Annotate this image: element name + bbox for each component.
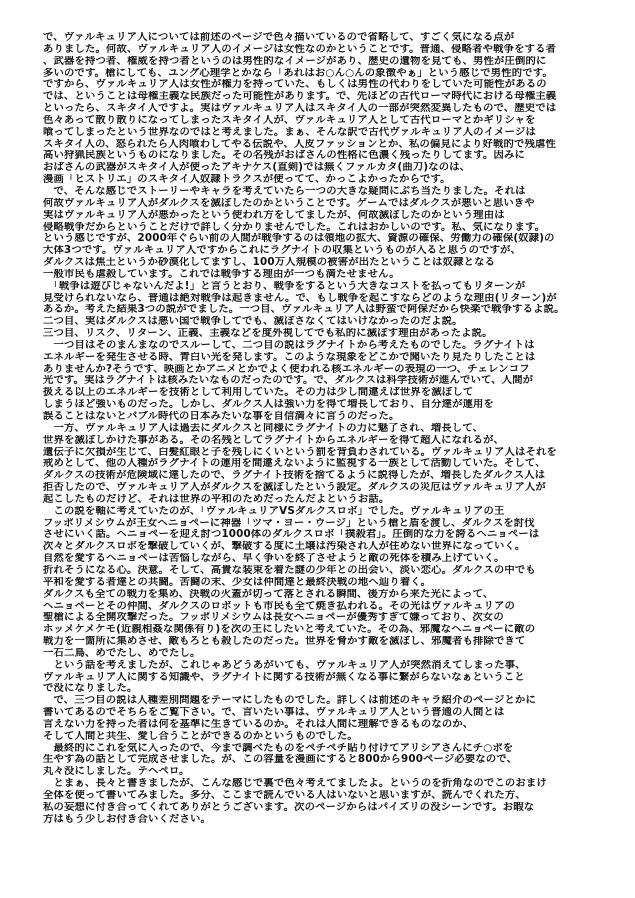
text-line: 光です。実はラグナイトは核みたいなものだったのです。で、ダルクスは科学技術が進んでいて、人間が bbox=[43, 375, 534, 387]
text-line: では、ということは母権主義な民族だった可能性があります。で、先ほどの古代ローマ時代における母権主義 bbox=[43, 91, 557, 103]
text-line: 自然を愛するヘニョペーは苦悩しながら、早く争いを終了させようと敵の死体を積み上げていく。 bbox=[43, 553, 505, 565]
text-line: 戒めとして、他の人種がラグナイトの運用を間違えないように監視する一族として活動していた。そして、 bbox=[43, 458, 546, 470]
text-line: ダルクスは焦土というか砂漠化してますし、100万人規模の被害が出たということは奴隷となる bbox=[43, 257, 496, 269]
text-line: おばさんの武器がスキタイ人が使ったアキナケス(直剣)では無くファルカタ(曲刀)なのは、 bbox=[43, 162, 471, 174]
text-line: ありました。何故、ヴァルキュリア人のイメージは女性なのかということです。普通、侵略者や戦争をする者 bbox=[43, 43, 557, 55]
document-text bbox=[43, 32, 609, 826]
text-line: 拒否したので、ヴァルキュリア人がダルクスを滅ぼしたという設定。ダルクスの災厄はヴァルキュリア人が bbox=[43, 482, 546, 494]
text-line: ヘニョペーとその仲間、ダルクスのロボットも市民も全て焼き払われる。その光はヴァルキュリアの bbox=[43, 600, 515, 612]
text-line: 世界を滅ぼしかけた事がある。その名残としてラグナイトからエネルギーを得て超人になれるが、 bbox=[43, 434, 505, 446]
text-line: という話を考えましたが、これじゃあどうあがいても、ヴァルキュリア人が突然消えてしまった事、 bbox=[43, 659, 526, 671]
text-line: 大体3つです。ヴァルキュリア人ですからこれにラグナイトの収集というものが入ると思うのですが、 bbox=[43, 245, 522, 257]
text-line: 方はもう少しお付き合いください。 bbox=[43, 813, 211, 825]
text-line: 戦力を一箇所に集めさせ、敵もろとも殺したのだった。世界を脅かす敵を滅ぼし、邪魔者も排除できて bbox=[43, 636, 526, 648]
text-line: 聖槍による全開攻撃だった。フッポリメシウムは長女ヘニョペーが優秀すぎて嫌っており、次女の bbox=[43, 612, 504, 624]
text-line: 全体を使って書いてみました。多分、ここまで読んでいる人はいないと思いますが、読んでくれた方、 bbox=[43, 790, 526, 801]
text-line: とまぁ、長々と書きましたが、こんな感じで裏で色々考えてましたよ。というのを折角なのでこのおまけ bbox=[43, 778, 547, 790]
text-line: エネルギーを発生させる時、青白い光を発します。このような現象をどこかで聞いたり見たりしたことは bbox=[43, 351, 536, 363]
text-line: 一石二鳥、めでたし、めでたし。 bbox=[43, 647, 201, 659]
text-line: ヴァルキュリア人に関する知識や、ラグナイトに関する技術が無くなる事に繋がらないなぁということ bbox=[43, 671, 525, 683]
text-line: ダルクスの技術が危険域に達したので、ラグナイト技術を捨てるように説得したが、増長したダルクス人は bbox=[43, 470, 546, 482]
text-line: 書いてあるのでそちらをご覧下さい。で、言いたい事は、ヴァルキュリア人という普通の人間とは bbox=[43, 707, 505, 719]
text-line: 二つ目、実はダルクスは悪い国で戦争してでも、滅ぼさなくてはいけなかったのだよ説。 bbox=[43, 316, 463, 328]
text-line: ホッメケメケモ(近親相姦な関係有り)を次の王にしたいと考えていた。その為、邪魔なヘニョペーに敵の bbox=[43, 624, 536, 636]
text-line: という感じですが、2000年ぐらい前の人間が戦争するのは領地の拡大、資源の確保、労働力の確保(奴隷)の bbox=[43, 233, 555, 245]
text-line: 最終的にこれを気に入ったので、今まで調べたものをペチペチ貼り付けてアリシアさんにチ○ポを bbox=[43, 742, 514, 754]
text-line: 一つ目はそのまんまなのでスルーして、二つ目の説はラグナイトから考えたものでした。ラグナイトは bbox=[43, 339, 535, 351]
text-line: ですから、ヴァルキュリア人は女性が権力を持っていた、もしくは男性の代わりをしていた可能性があるの bbox=[43, 79, 547, 91]
text-line: 扱える以上のエネルギーを技術として利用していた。その力は少し間違えば世界を滅ぼして bbox=[43, 387, 474, 399]
text-line: 漫画「ヒストリエ」のスキタイ人奴隷トラクスが使ってて、かっこよかったからです。 bbox=[43, 174, 451, 186]
text-line: 何故ヴァルキュリア人がダルクスを滅ぼしたのかということです。ゲームではダルクスが悪いと思いきや bbox=[43, 197, 535, 209]
text-line: 三つ目、リスク、リターン、正義、主義などを度外視してでも私的に滅ぼす理由があったよ説。 bbox=[43, 328, 493, 340]
text-line: 一方、ヴァルキュリア人は過去にダルクスと同様にラグナイトの力に魅了され、増長して、 bbox=[43, 422, 484, 434]
text-line: ダルクスも全ての戦力を集め、決戦の火蓋が切って落とされる瞬間、後方から来た光によって、 bbox=[43, 588, 494, 600]
text-line: フッポリメシウムが王女ヘニョペーに神器「ツマ・ヨー・ウージ」という槍と盾を渡し、ダルクスを討伐 bbox=[43, 517, 535, 529]
text-line: 誤ることはないとバブル時代の日本みたいな事を自信満々に言うのだった。 bbox=[43, 411, 400, 422]
text-line: 色々あって散り散りになってしまったスキタイ人が、ヴァルキュリア人として古代ローマとかギリシャを bbox=[43, 114, 536, 126]
text-line: で、三つ目の説は人種差別問題をテーマにしたものでした。詳しくは前述のキャラ紹介のページとかに bbox=[43, 695, 536, 707]
text-line: させにいく話。ヘニョペーを迎え討つ1000体のダルクスロボ「撲殺君」。圧倒的な力を誇るヘニョペーは bbox=[43, 529, 540, 541]
text-line: スキタイ人の、怒られたら人肉喰わしてやる伝説や、人皮ファッションとか、私の偏見により好戦的で残虐性 bbox=[43, 138, 557, 150]
text-line: 喰ってしまったという世界なのではと考えました。まぁ、そんな訳で古代ヴァルキュリア人のイメージは bbox=[43, 126, 536, 138]
text-line: 次々とダルクスロボを撃破していくが、撃破する度に土壌は汚染され人が住めない世界になっていく。 bbox=[43, 541, 526, 553]
text-line: この説を軸に考えていたのが、「ヴァルキュリアVSダルクスロボ」でした。ヴァルキュリアの王 bbox=[43, 505, 505, 517]
text-line: あるか。考えた結果3つの説がでました。一つ目、ヴァルキュリア人は野蛮で阿保だから快楽で戦争するよ説。 bbox=[43, 304, 565, 316]
text-line: 、武器を持つ者、権威を持つ者というのは男性的なイメージがあり、歴史の遺物を見ても、男性が圧倒的に bbox=[43, 55, 547, 67]
text-line: ありませんか?そうです、映画とかアニメとかでよく使われる核エネルギーの表現の一つ、チェレンコフ bbox=[43, 363, 530, 375]
text-line: 折れそうになる心。決意。そして、高貴な装束を着た謎の少年との出会い、淡い恋心。ダルクスの中でも bbox=[43, 564, 536, 576]
text-line: しまうほど強いものだった。しかし、ダルクス人は強い力を得て増長しており、自分達が運用を bbox=[43, 399, 495, 411]
text-line: 侵略戦争だからということだけで詳しく分かりませんでした。これはおかしいのです。私、気になります。 bbox=[43, 221, 546, 233]
text-line: 遺伝子に欠損が生じて、白髪紅眼と子を残しにくいという罰を背負わされている。ヴァルキュリア人はそれを bbox=[43, 446, 558, 458]
text-line: 生やす為の話として完成させました。が、この容量を漫画にすると800から900ページ必要なので、 bbox=[43, 754, 518, 766]
text-line: 平和を愛する者達との共闘。苦闘の末、少女は仲間達と最終決戦の地へ辿り着く。 bbox=[43, 576, 432, 588]
text-line: 高い狩猟民族というものになりました。その名残がおばさんの性格に色濃く残ったりしてます。因みに bbox=[43, 150, 526, 162]
text-line: といったら、スキタイ人ですよ。実はヴァルキュリア人はスキタイ人の一部が突然変異したもので、歴史では bbox=[43, 103, 557, 115]
text-line: で没になりました。 bbox=[43, 683, 138, 695]
text-line: 丸々没にしました。テヘペロ。 bbox=[43, 766, 190, 778]
text-line: 実はヴァルキュリア人が悪かったという使われ方をしてましたが、何故滅ぼしたのかという理由は bbox=[43, 209, 505, 221]
text-line: 私の妄想に付き合ってくれてありがとうございます。次のページからはパイズリの没シーンです。お暇な bbox=[43, 801, 535, 813]
text-line: 見受けられないなら、普通は絶対戦争は起きません。で、もし戦争を起こすならどのような理由(リターン)が bbox=[43, 292, 557, 304]
text-line: そして人間と共生、愛し合うことができるのかというものでした。 bbox=[43, 730, 358, 742]
text-line: 起こしたものだけど、それは世界の平和のためだったんだよというお話。 bbox=[43, 493, 390, 505]
text-line: 多いのです。槍にしても、ユング心理学とかなら「あれはお○ん○んの象徴やぁ」という感じで男性的です。 bbox=[43, 67, 553, 79]
text-line: 一般市民も虐殺しています。これでは戦争する理由が一つも満たせません。 bbox=[43, 268, 400, 280]
text-line: 言えない力を持った者は何を基準に生きているのか。それは人間に理解できるものなのか、 bbox=[43, 718, 474, 730]
text-line: で、そんな感じでストーリーやキャラを考えていたら一つの大きな疑問にぶち当たりました。それは bbox=[43, 185, 526, 197]
text-line: で、ヴァルキュリア人については前述のページで色々描いているので省略して、すごく気になる点が bbox=[43, 32, 515, 43]
text-line: 「戦争は遊びじゃないんだよ!」と言うとおり、戦争をするという大きなコストを払ってもリターンが bbox=[43, 280, 526, 292]
